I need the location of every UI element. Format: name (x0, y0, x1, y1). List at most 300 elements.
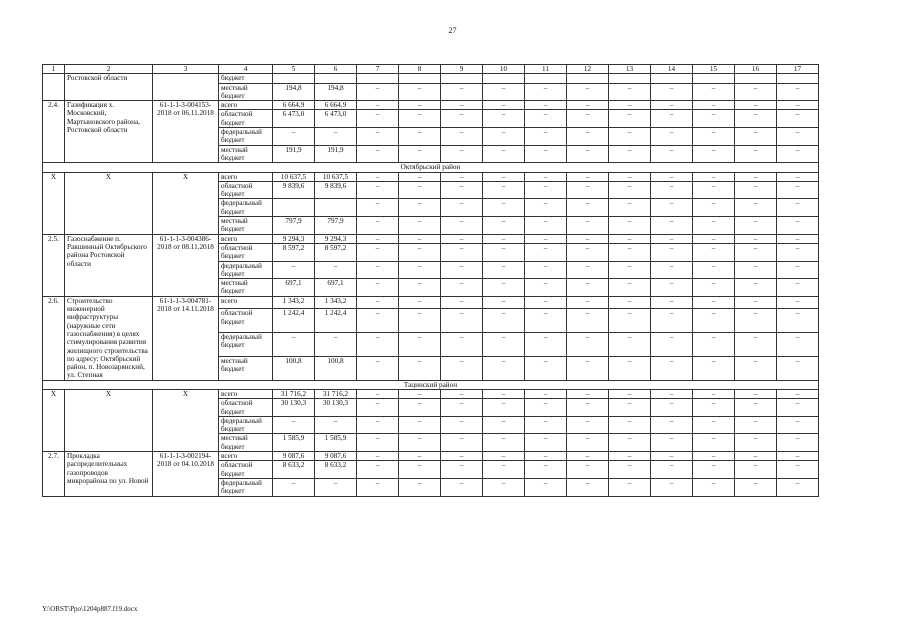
value-col15-cell: – (693, 145, 735, 163)
value-col15-cell: – (693, 234, 735, 243)
value-col16-cell: – (735, 399, 777, 417)
value-col12-cell: – (567, 478, 609, 496)
table-row (43, 172, 819, 181)
value-col13-cell: – (609, 478, 651, 496)
column-number-cell: 11 (525, 65, 567, 74)
item-name-cell: Ростовской области (65, 74, 153, 101)
value-col11-cell: – (525, 181, 567, 199)
value-col5-cell: 797,9 (273, 217, 315, 235)
value-col9-cell: – (441, 389, 483, 398)
value-col17-cell: – (777, 389, 819, 398)
column-number-cell: 10 (483, 65, 525, 74)
value-col7-cell: – (357, 333, 399, 357)
value-col7-cell: – (357, 461, 399, 479)
value-col13-cell: – (609, 279, 651, 297)
value-col6-cell: 9 087,6 (315, 452, 357, 461)
value-col15-cell: – (693, 128, 735, 146)
funding-source-cell: местный бюджет (219, 356, 273, 380)
item-number-cell: 2.5. (43, 234, 65, 296)
value-col15-cell: – (693, 434, 735, 452)
value-col12-cell: – (567, 356, 609, 380)
value-col8-cell: – (399, 296, 441, 309)
value-col14-cell: – (651, 145, 693, 163)
item-name-cell: Строительство инженерной инфраструктуры (наружные сети газоснабжения) в целях стимулирования развития жилищного строительства по адресу: Октябрьский район, п. Новозарянский, ул. Степная (65, 296, 153, 380)
value-col16-cell: – (735, 181, 777, 199)
value-col16-cell: – (735, 83, 777, 101)
value-col17-cell: – (777, 296, 819, 309)
value-col10-cell: – (483, 181, 525, 199)
value-col12-cell: – (567, 416, 609, 434)
value-col8-cell: – (399, 110, 441, 128)
section-x-cell: X (65, 172, 153, 234)
section-header-row (43, 380, 819, 389)
registration-cell: 61-1-1-3-004386-2018 от 08.11.2018 (153, 234, 219, 296)
value-col13-cell: – (609, 261, 651, 279)
value-col5-cell: 10 637,5 (273, 172, 315, 181)
value-col11-cell: – (525, 461, 567, 479)
value-col11-cell: – (525, 243, 567, 261)
value-col7-cell: – (357, 478, 399, 496)
value-col15-cell: – (693, 181, 735, 199)
value-col16-cell: – (735, 279, 777, 297)
value-col6-cell: 797,9 (315, 217, 357, 235)
value-col13-cell: – (609, 234, 651, 243)
value-col14-cell: – (651, 128, 693, 146)
value-col8-cell: – (399, 181, 441, 199)
value-col13-cell: – (609, 199, 651, 217)
column-number-cell: 9 (441, 65, 483, 74)
value-col6-cell: 31 716,2 (315, 389, 357, 398)
value-col5-cell: 8 633,2 (273, 461, 315, 479)
value-col15-cell: – (693, 416, 735, 434)
value-col5-cell: 1 585,9 (273, 434, 315, 452)
table-row (43, 389, 819, 398)
value-col8-cell: – (399, 461, 441, 479)
value-col16-cell: – (735, 452, 777, 461)
value-col10-cell: – (483, 217, 525, 235)
registration-cell: 61-1-1-3-004781-2018 от 14.11.2018 (153, 296, 219, 380)
value-col11-cell: – (525, 399, 567, 417)
value-col6-cell: 1 585,9 (315, 434, 357, 452)
value-col16-cell: – (735, 243, 777, 261)
item-number-cell (43, 74, 65, 101)
value-col7-cell: – (357, 279, 399, 297)
value-col17-cell: – (777, 279, 819, 297)
value-col8-cell: – (399, 389, 441, 398)
value-col14-cell (651, 74, 693, 83)
value-col13-cell: – (609, 399, 651, 417)
value-col8-cell: – (399, 83, 441, 101)
value-col7-cell: – (357, 83, 399, 101)
value-col10-cell: – (483, 296, 525, 309)
section-header-row (43, 163, 819, 172)
value-col6-cell: 9 839,6 (315, 181, 357, 199)
value-col7-cell: – (357, 128, 399, 146)
value-col16-cell: – (735, 333, 777, 357)
registration-cell (153, 74, 219, 101)
value-col15-cell: – (693, 461, 735, 479)
table-row (43, 101, 819, 110)
value-col6-cell (315, 199, 357, 217)
value-col14-cell: – (651, 416, 693, 434)
funding-source-cell: местный бюджет (219, 217, 273, 235)
value-col11-cell (525, 74, 567, 83)
value-col10-cell: – (483, 452, 525, 461)
value-col9-cell: – (441, 172, 483, 181)
value-col17-cell: – (777, 333, 819, 357)
value-col17-cell: – (777, 416, 819, 434)
value-col11-cell: – (525, 101, 567, 110)
value-col11-cell: – (525, 199, 567, 217)
value-col6-cell: 6 664,9 (315, 101, 357, 110)
value-col16-cell: – (735, 434, 777, 452)
value-col9-cell: – (441, 83, 483, 101)
value-col15-cell: – (693, 261, 735, 279)
value-col10-cell: – (483, 389, 525, 398)
value-col12-cell: – (567, 296, 609, 309)
value-col13-cell: – (609, 83, 651, 101)
value-col17-cell: – (777, 478, 819, 496)
funding-source-cell: всего (219, 452, 273, 461)
value-col11-cell: – (525, 145, 567, 163)
value-col10-cell: – (483, 416, 525, 434)
funding-source-cell: федеральный бюджет (219, 478, 273, 496)
item-name-cell: Газификация х. Московский, Мартыновского района, Ростовской области (65, 101, 153, 163)
column-number-cell: 12 (567, 65, 609, 74)
value-col9-cell: – (441, 333, 483, 357)
value-col14-cell: – (651, 333, 693, 357)
value-col15-cell: – (693, 452, 735, 461)
value-col12-cell: – (567, 234, 609, 243)
value-col9-cell: – (441, 145, 483, 163)
footer-file-path: Y:\ORST\Ppo\1204p887.f19.docx (42, 605, 138, 613)
value-col16-cell: – (735, 478, 777, 496)
value-col5-cell: 1 343,2 (273, 296, 315, 309)
value-col15-cell: – (693, 199, 735, 217)
value-col5-cell: – (273, 478, 315, 496)
value-col6-cell: 30 130,3 (315, 399, 357, 417)
value-col15-cell: – (693, 217, 735, 235)
value-col15-cell: – (693, 399, 735, 417)
value-col17-cell: – (777, 452, 819, 461)
value-col8-cell: – (399, 478, 441, 496)
value-col14-cell: – (651, 181, 693, 199)
value-col7-cell: – (357, 416, 399, 434)
column-number-cell: 2 (65, 65, 153, 74)
value-col9-cell: – (441, 279, 483, 297)
funding-source-cell: областной бюджет (219, 110, 273, 128)
value-col14-cell: – (651, 434, 693, 452)
value-col11-cell: – (525, 333, 567, 357)
value-col7-cell: – (357, 452, 399, 461)
value-col7-cell: – (357, 243, 399, 261)
value-col14-cell: – (651, 356, 693, 380)
value-col14-cell: – (651, 478, 693, 496)
value-col17-cell: – (777, 461, 819, 479)
value-col13-cell: – (609, 296, 651, 309)
funding-source-cell: местный бюджет (219, 434, 273, 452)
value-col13-cell: – (609, 356, 651, 380)
value-col15-cell (693, 74, 735, 83)
value-col16-cell: – (735, 461, 777, 479)
value-col15-cell: – (693, 101, 735, 110)
value-col11-cell: – (525, 261, 567, 279)
value-col6-cell: 9 294,3 (315, 234, 357, 243)
funding-source-cell: всего (219, 296, 273, 309)
column-number-cell: 6 (315, 65, 357, 74)
table-row (43, 296, 819, 309)
value-col13-cell: – (609, 333, 651, 357)
value-col7-cell: – (357, 261, 399, 279)
funding-source-cell: всего (219, 101, 273, 110)
value-col6-cell: – (315, 416, 357, 434)
funding-source-cell: бюджет (219, 74, 273, 83)
value-col12-cell: – (567, 452, 609, 461)
value-col16-cell: – (735, 234, 777, 243)
table-row (43, 452, 819, 461)
value-col7-cell: – (357, 434, 399, 452)
value-col9-cell: – (441, 217, 483, 235)
column-number-cell: 15 (693, 65, 735, 74)
value-col8-cell: – (399, 145, 441, 163)
value-col8-cell: – (399, 452, 441, 461)
value-col13-cell: – (609, 110, 651, 128)
column-number-cell: 14 (651, 65, 693, 74)
column-number-row (43, 65, 819, 74)
value-col10-cell: – (483, 234, 525, 243)
value-col8-cell: – (399, 243, 441, 261)
funding-source-cell: всего (219, 389, 273, 398)
value-col10-cell: – (483, 145, 525, 163)
section-x-cell: X (153, 172, 219, 234)
value-col17-cell: – (777, 234, 819, 243)
value-col9-cell: – (441, 478, 483, 496)
value-col8-cell: – (399, 261, 441, 279)
value-col5-cell: 191,9 (273, 145, 315, 163)
value-col9-cell: – (441, 181, 483, 199)
registration-cell: 61-1-1-3-002194-2018 от 04.10.2018 (153, 452, 219, 496)
value-col10-cell (483, 74, 525, 83)
value-col8-cell: – (399, 172, 441, 181)
column-number-cell: 13 (609, 65, 651, 74)
value-col17-cell: – (777, 356, 819, 380)
value-col9-cell: – (441, 110, 483, 128)
value-col16-cell: – (735, 172, 777, 181)
value-col9-cell: – (441, 356, 483, 380)
value-col16-cell: – (735, 356, 777, 380)
section-x-cell: X (43, 389, 65, 451)
value-col15-cell: – (693, 356, 735, 380)
value-col10-cell: – (483, 478, 525, 496)
column-number-cell: 5 (273, 65, 315, 74)
value-col11-cell: – (525, 234, 567, 243)
value-col11-cell: – (525, 217, 567, 235)
value-col16-cell: – (735, 389, 777, 398)
value-col15-cell: – (693, 279, 735, 297)
value-col5-cell: 1 242,4 (273, 309, 315, 333)
value-col10-cell: – (483, 461, 525, 479)
section-title-cell: Тацинский район (43, 380, 819, 389)
value-col5-cell: 6 664,9 (273, 101, 315, 110)
value-col6-cell: 100,8 (315, 356, 357, 380)
value-col14-cell: – (651, 83, 693, 101)
value-col12-cell: – (567, 243, 609, 261)
value-col8-cell: – (399, 399, 441, 417)
value-col6-cell: 697,1 (315, 279, 357, 297)
value-col9-cell: – (441, 243, 483, 261)
value-col17-cell: – (777, 83, 819, 101)
value-col12-cell: – (567, 181, 609, 199)
value-col11-cell: – (525, 452, 567, 461)
value-col8-cell: – (399, 101, 441, 110)
funding-source-cell: всего (219, 172, 273, 181)
value-col16-cell: – (735, 110, 777, 128)
value-col17-cell: – (777, 172, 819, 181)
value-col5-cell (273, 199, 315, 217)
value-col17-cell: – (777, 101, 819, 110)
value-col16-cell: – (735, 217, 777, 235)
value-col13-cell: – (609, 452, 651, 461)
value-col7-cell: – (357, 389, 399, 398)
value-col13-cell (609, 74, 651, 83)
value-col15-cell: – (693, 83, 735, 101)
value-col14-cell: – (651, 279, 693, 297)
value-col16-cell: – (735, 416, 777, 434)
value-col8-cell: – (399, 434, 441, 452)
value-col13-cell: – (609, 145, 651, 163)
value-col8-cell: – (399, 128, 441, 146)
value-col6-cell: 8 633,2 (315, 461, 357, 479)
value-col10-cell: – (483, 309, 525, 333)
value-col9-cell (441, 74, 483, 83)
value-col5-cell: – (273, 128, 315, 146)
value-col11-cell: – (525, 128, 567, 146)
value-col5-cell: 697,1 (273, 279, 315, 297)
value-col7-cell: – (357, 145, 399, 163)
value-col6-cell: 191,9 (315, 145, 357, 163)
value-col5-cell: – (273, 416, 315, 434)
value-col9-cell: – (441, 434, 483, 452)
value-col5-cell: 9 294,3 (273, 234, 315, 243)
value-col10-cell: – (483, 101, 525, 110)
value-col8-cell: – (399, 217, 441, 235)
value-col5-cell: 8 597,2 (273, 243, 315, 261)
value-col11-cell: – (525, 478, 567, 496)
value-col5-cell: – (273, 333, 315, 357)
value-col15-cell: – (693, 389, 735, 398)
funding-source-cell: областной бюджет (219, 461, 273, 479)
value-col15-cell: – (693, 333, 735, 357)
value-col10-cell: – (483, 434, 525, 452)
column-number-cell: 1 (43, 65, 65, 74)
funding-source-cell: областной бюджет (219, 181, 273, 199)
value-col7-cell: – (357, 181, 399, 199)
value-col7-cell: – (357, 309, 399, 333)
section-title-cell: Октябрьский район (43, 163, 819, 172)
value-col14-cell: – (651, 217, 693, 235)
funding-source-cell: всего (219, 234, 273, 243)
value-col6-cell: 6 473,0 (315, 110, 357, 128)
value-col9-cell: – (441, 101, 483, 110)
funding-source-cell: федеральный бюджет (219, 261, 273, 279)
value-col10-cell: – (483, 199, 525, 217)
column-number-cell: 16 (735, 65, 777, 74)
item-name-cell: Газоснабжение п. Равшинный Октябрьского района Ростовской области (65, 234, 153, 296)
value-col6-cell (315, 74, 357, 83)
value-col6-cell: – (315, 261, 357, 279)
value-col8-cell: – (399, 333, 441, 357)
value-col13-cell: – (609, 389, 651, 398)
value-col17-cell: – (777, 434, 819, 452)
value-col14-cell: – (651, 261, 693, 279)
value-col7-cell: – (357, 110, 399, 128)
value-col6-cell: 194,8 (315, 83, 357, 101)
value-col16-cell: – (735, 101, 777, 110)
value-col6-cell: – (315, 478, 357, 496)
value-col8-cell: – (399, 234, 441, 243)
value-col9-cell: – (441, 416, 483, 434)
value-col17-cell: – (777, 110, 819, 128)
value-col10-cell: – (483, 333, 525, 357)
value-col13-cell: – (609, 101, 651, 110)
value-col11-cell: – (525, 416, 567, 434)
value-col13-cell: – (609, 416, 651, 434)
value-col5-cell: 30 130,3 (273, 399, 315, 417)
value-col11-cell: – (525, 279, 567, 297)
value-col15-cell: – (693, 172, 735, 181)
value-col11-cell: – (525, 434, 567, 452)
item-number-cell: 2.6. (43, 296, 65, 380)
value-col13-cell: – (609, 181, 651, 199)
value-col14-cell: – (651, 243, 693, 261)
funding-source-cell: федеральный бюджет (219, 199, 273, 217)
value-col10-cell: – (483, 243, 525, 261)
value-col13-cell: – (609, 217, 651, 235)
column-number-cell: 3 (153, 65, 219, 74)
value-col13-cell: – (609, 309, 651, 333)
value-col12-cell: – (567, 128, 609, 146)
value-col13-cell: – (609, 172, 651, 181)
funding-source-cell: федеральный бюджет (219, 128, 273, 146)
value-col12-cell: – (567, 199, 609, 217)
value-col8-cell: – (399, 279, 441, 297)
section-x-cell: X (43, 172, 65, 234)
value-col6-cell: 1 343,2 (315, 296, 357, 309)
value-col9-cell: – (441, 309, 483, 333)
value-col9-cell: – (441, 199, 483, 217)
value-col16-cell: – (735, 261, 777, 279)
value-col10-cell: – (483, 110, 525, 128)
section-x-cell: X (153, 389, 219, 451)
funding-source-cell: областной бюджет (219, 243, 273, 261)
value-col8-cell: – (399, 416, 441, 434)
value-col5-cell: 194,8 (273, 83, 315, 101)
value-col17-cell: – (777, 145, 819, 163)
value-col5-cell (273, 74, 315, 83)
value-col12-cell: – (567, 172, 609, 181)
value-col17-cell: – (777, 309, 819, 333)
value-col13-cell: – (609, 128, 651, 146)
table-row (43, 234, 819, 243)
value-col11-cell: – (525, 110, 567, 128)
value-col11-cell: – (525, 356, 567, 380)
value-col7-cell: – (357, 172, 399, 181)
value-col12-cell: – (567, 279, 609, 297)
value-col7-cell: – (357, 234, 399, 243)
value-col13-cell: – (609, 461, 651, 479)
value-col15-cell: – (693, 110, 735, 128)
column-number-cell: 4 (219, 65, 273, 74)
